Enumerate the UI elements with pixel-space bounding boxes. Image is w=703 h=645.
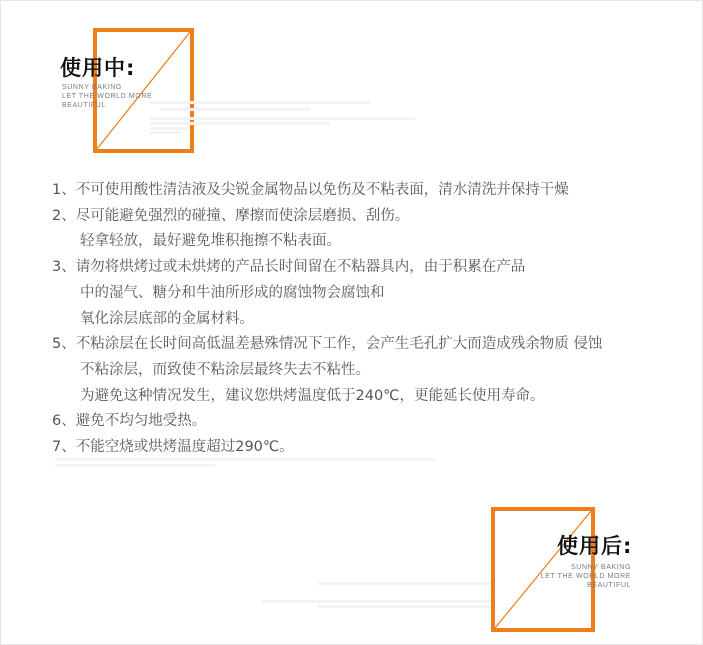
list-item: 6、避免不均匀地受热。 <box>52 413 207 430</box>
heading-before: 使用中: <box>60 56 136 80</box>
faint-text-line <box>160 108 310 111</box>
list-item: 3、请勿将烘烤过或未烘烤的产品长时间留在不粘器具内，由于积累在产品 <box>52 259 526 276</box>
faint-text-line <box>55 464 215 467</box>
faint-text-line <box>318 582 493 585</box>
list-item: 2、尽可能避免强烈的碰撞、摩擦而使涂层磨损、刮伤。 <box>52 207 410 224</box>
faint-text-line <box>150 127 190 130</box>
faint-text-line <box>150 132 180 133</box>
brand-line: LET THE WORLD MORE <box>540 573 631 580</box>
brand-line: LET THE WORLD MORE <box>62 93 153 100</box>
faint-text-line <box>150 101 370 104</box>
list-item: 轻拿轻放，最好避免堆积拖擦不粘表面。 <box>80 233 341 250</box>
heading-after: 使用后: <box>557 534 633 558</box>
list-item: 为避免这种情况发生，建议您烘烤温度低于240℃，更能延长使用寿命。 <box>80 387 545 404</box>
brand-text-after <box>498 563 631 590</box>
faint-text-line <box>262 600 492 603</box>
care-instructions-list <box>52 178 672 461</box>
list-item: 氧化涂层底部的金属材料。 <box>80 310 254 327</box>
brand-line: BEAUTIFUL <box>62 102 106 109</box>
faint-text-line <box>150 117 415 120</box>
list-item: 1、不可使用酸性清洁液及尖锐金属物品以免伤及不粘表面，清水清洗并保持干燥 <box>52 182 569 198</box>
faint-text-line <box>55 458 435 461</box>
list-item: 中的湿气、糖分和牛油所形成的腐蚀物会腐蚀和 <box>80 284 385 301</box>
list-item: 5、不粘涂层在长时间高低温差悬殊情况下工作，会产生毛孔扩大而造成残余物质 侵蚀 <box>52 336 603 353</box>
list-item: 7、不能空烧或烘烤温度超过290℃。 <box>52 439 294 456</box>
brand-text-before <box>62 83 152 110</box>
list-item: 不粘涂层，而致使不粘涂层最终失去不粘性。 <box>80 361 370 378</box>
brand-line: SUNNY BAKING <box>62 84 122 91</box>
brand-line: SUNNY BAKING <box>571 564 631 571</box>
brand-line: BEAUTIFUL <box>587 582 631 589</box>
faint-text-line <box>318 605 493 608</box>
faint-text-line <box>150 122 330 125</box>
